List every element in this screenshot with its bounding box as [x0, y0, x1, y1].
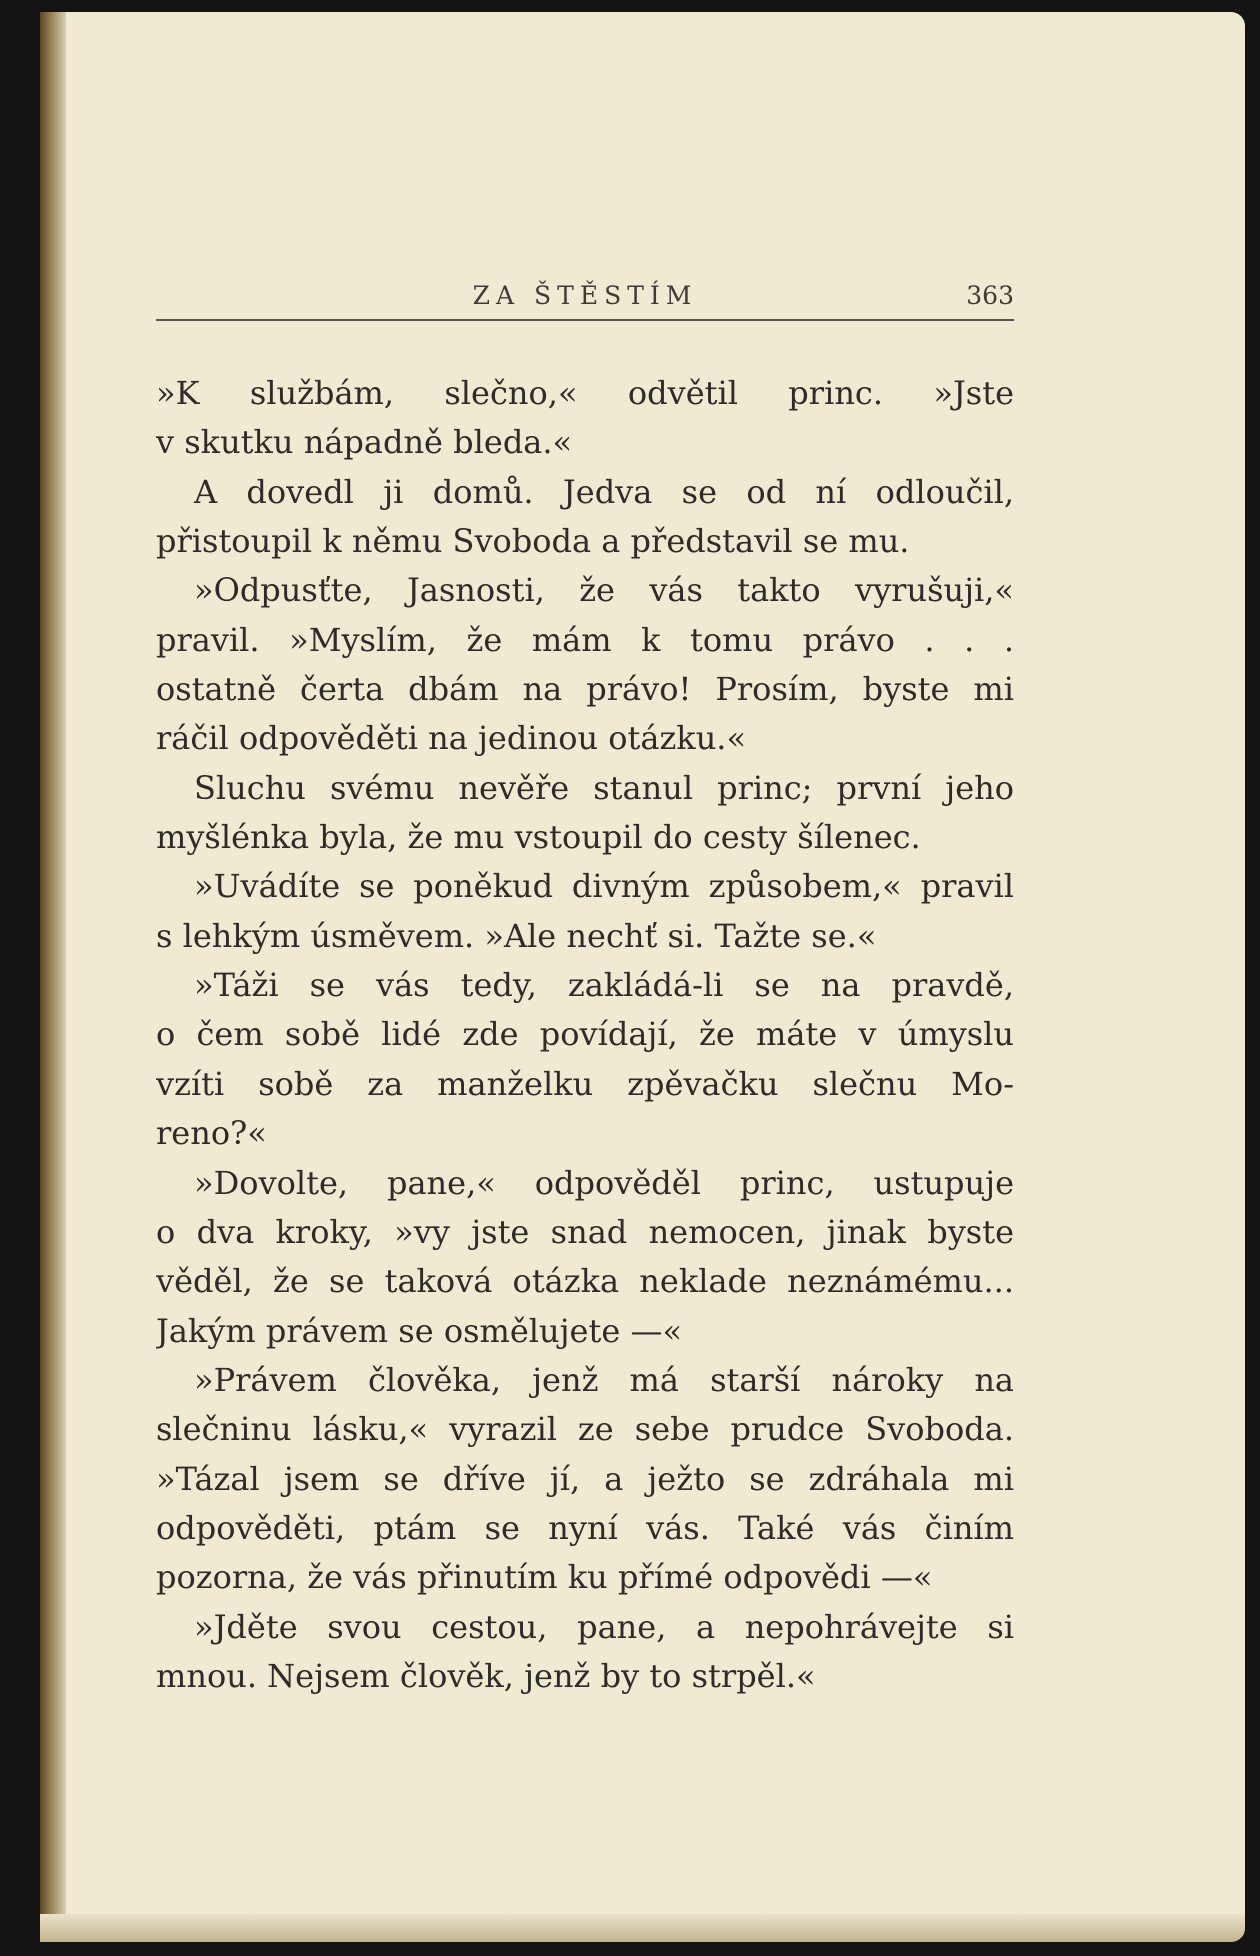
- running-title: ZA ŠTĚSTÍM: [472, 281, 698, 310]
- text-line: pozorna, že vás přinutím ku přímé odpovědi —«: [156, 1558, 933, 1597]
- text-line: Jakým právem se osmělujete —«: [156, 1311, 683, 1350]
- text-line: pravil. »Myslím, že mám k tomu právo . . .: [156, 620, 1014, 659]
- text-line: »Táži se vás tedy, zakládá-li se na pravdě,: [194, 966, 1014, 1005]
- text-line: o dva kroky, »vy jste snad nemocen, jinak byste: [156, 1212, 1014, 1251]
- body-text: [156, 369, 1014, 1701]
- text-line: »K službám, slečno,« odvětil princ. »Jste: [156, 374, 1014, 412]
- text-line: vzíti sobě za manželku zpěvačku slečnu Mo-: [156, 1064, 1014, 1103]
- text-line: myšlénka byla, že mu vstoupil do cesty šílenec.: [156, 818, 921, 857]
- page-gutter-shadow: [40, 12, 66, 1942]
- text-line: »Uvádíte se poněkud divným způsobem,« pravil: [194, 867, 1014, 906]
- text-line: »Tázal jsem se dříve jí, a ježto se zdráhala mi: [156, 1459, 1014, 1498]
- page-header: [156, 269, 1014, 321]
- page-bottom-edge: [40, 1914, 1245, 1942]
- text-line: s lehkým úsměvem. »Ale nechť si. Tažte se.«: [156, 916, 877, 955]
- text-line: Sluchu svému nevěře stanul princ; první jeho: [194, 768, 1014, 807]
- text-line: v skutku nápadně bleda.«: [156, 423, 573, 462]
- text-line: o čem sobě lidé zde povídají, že máte v úmyslu: [156, 1015, 1014, 1054]
- text-line: mnou. Nejsem člověk, jenž by to strpěl.«: [156, 1656, 816, 1695]
- text-line: »Dovolte, pane,« odpověděl princ, ustupuje: [194, 1163, 1014, 1202]
- text-line: ráčil odpověděti na jedinou otázku.«: [156, 719, 747, 758]
- text-line: slečninu lásku,« vyrazil ze sebe prudce Svoboda.: [156, 1410, 1014, 1449]
- text-line: »Právem člověka, jenž má starší nároky na: [194, 1360, 1014, 1399]
- text-line: »Jděte svou cestou, pane, a nepohrávejte si: [194, 1607, 1014, 1646]
- text-line: reno?«: [156, 1114, 267, 1153]
- text-line: A dovedl ji domů. Jedva se od ní odloučil,: [194, 472, 1014, 511]
- text-line: věděl, že se taková otázka neklade neznámému...: [156, 1262, 1014, 1301]
- text-line: ostatně čerta dbám na právo! Prosím, byste mi: [156, 670, 1014, 709]
- page-number: 363: [966, 281, 1014, 310]
- text-line: »Odpusťte, Jasnosti, že vás takto vyrušuji,«: [194, 571, 1014, 610]
- text-line: přistoupil k němu Svoboda a představil se mu.: [156, 522, 910, 561]
- book-page: [40, 12, 1245, 1942]
- text-line: odpověděti, ptám se nyní vás. Také vás činím: [156, 1508, 1014, 1547]
